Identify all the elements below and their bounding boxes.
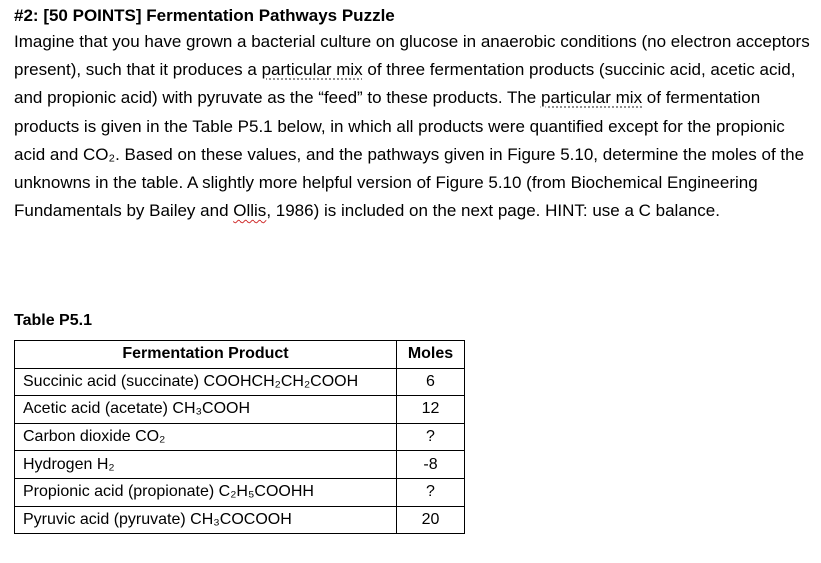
moles-cell: -8: [397, 451, 465, 479]
table-row: [15, 368, 465, 396]
paragraph-text-4: , 1986) is included on the next page. HINT: use a C balance.: [266, 201, 720, 221]
paragraph-text-1: Imagine that you have grown a bacterial culture on glucose in anaerobic conditions (no electron acceptors present), such that it produces a: [14, 32, 810, 80]
fermentation-table: [14, 340, 465, 534]
product-cell: Acetic acid (acetate) CH₃COOH: [15, 396, 397, 424]
problem-title: Fermentation Pathways Puzzle: [146, 6, 395, 25]
moles-cell: 6: [397, 368, 465, 396]
table-header-row: [15, 341, 465, 369]
table-row: [15, 478, 465, 506]
paragraph-text-3: of fermentation products is given in the Table P5.1 below, in which all products were quantified except for the propionic acid and CO₂. Based on these values, and the pathways given in Figure 5.10, determine the moles of the unknowns in the table. A slightly more helpful version of Figure 5.10 (from Biochemical Engineering Fundamentals by Bailey and: [14, 88, 805, 221]
product-cell: Hydrogen H₂: [15, 451, 397, 479]
header-moles: Moles: [397, 341, 465, 369]
moles-cell: ?: [397, 423, 465, 451]
product-cell: Propionic acid (propionate) C₂H₅COOHH: [15, 478, 397, 506]
product-cell: Carbon dioxide CO₂: [15, 423, 397, 451]
spellcheck-word-ollis: Ollis: [233, 201, 267, 221]
problem-number: #2:: [14, 6, 39, 25]
header-fermentation-product: Fermentation Product: [15, 341, 397, 369]
table-caption: Table P5.1: [14, 312, 92, 329]
table-row: [15, 423, 465, 451]
particular-mix-phrase-1: particular mix: [261, 60, 363, 80]
problem-paragraph: [14, 28, 814, 225]
particular-mix-phrase-2: particular mix: [540, 88, 643, 108]
paragraph-text-2: of three fermentation products (succinic acid, acetic acid, and propionic acid) with pyruvate as the “feed” to these products. The: [14, 60, 796, 108]
moles-cell: 12: [397, 396, 465, 424]
moles-cell: 20: [397, 506, 465, 534]
document-page: [14, 4, 814, 528]
table-row: [15, 451, 465, 479]
product-cell: Succinic acid (succinate) COOHCH₂CH₂COOH: [15, 368, 397, 396]
table-row: [15, 506, 465, 534]
problem-points: [50 POINTS]: [43, 6, 142, 25]
moles-cell: ?: [397, 478, 465, 506]
product-cell: Pyruvic acid (pyruvate) CH₃COCOOH: [15, 506, 397, 534]
problem-heading: [14, 4, 814, 28]
table-row: [15, 396, 465, 424]
